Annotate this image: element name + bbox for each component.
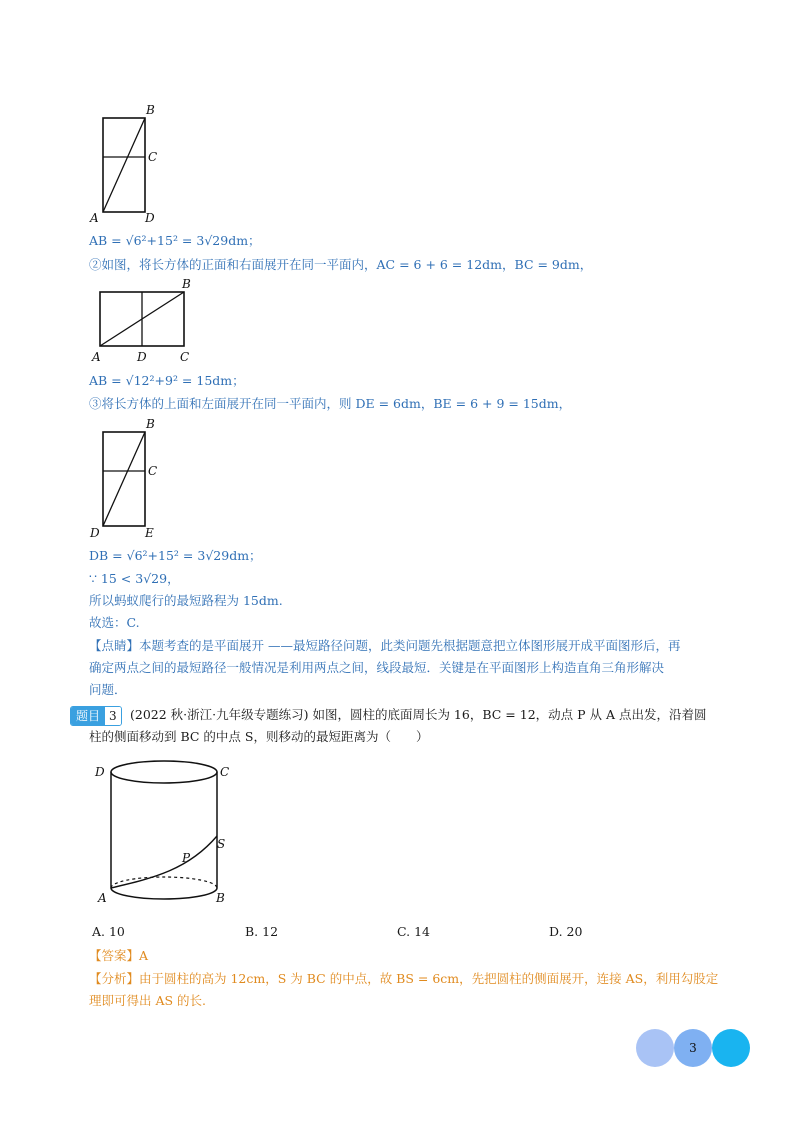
label-b: B <box>182 277 191 291</box>
conclusion-line: 所以蚂蚁爬行的最短路程为 15dm. <box>89 593 283 608</box>
comment-line-3: 问题． <box>89 682 127 697</box>
case-3-text: ③将长方体的上面和左面展开在同一平面内，则 DE = 6dm，BE = 6 + 9 = 15dm， <box>89 396 572 411</box>
answer-line: 【答案】A <box>89 948 149 963</box>
label-d: D <box>137 350 147 364</box>
label-b: B <box>146 103 155 117</box>
page-number-badge <box>636 1029 752 1067</box>
ab-result-1: AB = √6²+15² = 3√29dm； <box>89 233 261 248</box>
label-b: B <box>146 417 155 431</box>
figure-1-rectangle-net <box>88 100 168 230</box>
option-a: A. 10 <box>92 924 125 939</box>
page-number: 3 <box>674 1029 712 1067</box>
problem-line-2: 柱的侧面移动到 BC 的中点 S，则移动的最短距离为（ ） <box>89 729 429 744</box>
option-d: D. 20 <box>549 924 583 939</box>
figure-2-rectangle-net <box>88 278 208 368</box>
analysis-line-1: 【分析】由于圆柱的高为 12cm，S 为 BC 的中点，故 BS = 6cm，先把圆柱的侧面展开，连接 AS，利用勾股定 <box>89 971 719 986</box>
label-d: D <box>95 765 105 779</box>
cylinder-figure <box>88 752 248 912</box>
label-d: D <box>145 211 155 225</box>
label-c: C <box>148 464 158 478</box>
label-d: D <box>90 526 100 540</box>
because-line: ∵ 15 < 3√29， <box>89 571 180 586</box>
problem-tag-label: 题目 <box>71 707 105 725</box>
label-a: A <box>98 891 107 905</box>
case-2-text: ②如图，将长方体的正面和右面展开在同一平面内，AC = 6 + 6 = 12dm，BC = 9dm， <box>89 257 593 272</box>
comment-line-2: 确定两点之间的最短路径一般情况是利用两点之间，线段最短．关键是在平面图形上构造直角三角形解决 <box>89 660 665 675</box>
label-e: E <box>145 526 154 540</box>
label-a: A <box>90 211 99 225</box>
pager-circle-left <box>636 1029 674 1067</box>
label-c: C <box>180 350 190 364</box>
problem-line-1: (2022 秋·浙江·九年级专题练习) 如图，圆柱的底面周长为 16，BC = 12，动点 P 从 A 点出发，沿着圆 <box>130 707 707 722</box>
pager-circle-right <box>712 1029 750 1067</box>
label-a: A <box>92 350 101 364</box>
label-c: C <box>148 150 158 164</box>
choice-line: 故选：C. <box>89 615 140 630</box>
db-result: DB = √6²+15² = 3√29dm； <box>89 548 262 563</box>
analysis-line-2: 理即可得出 AS 的长. <box>89 993 207 1008</box>
label-s: S <box>217 837 226 851</box>
comment-line-1: 【点睛】本题考查的是平面展开 ——最短路径问题，此类问题先根据题意把立体图形展开成平面图形后，再 <box>89 638 681 653</box>
option-b: B. 12 <box>245 924 279 939</box>
ab-result-2: AB = √12²+9² = 15dm； <box>89 373 245 388</box>
label-b: B <box>216 891 225 905</box>
figure-3-rectangle-net <box>88 414 168 544</box>
label-p: P <box>182 851 191 865</box>
label-c: C <box>220 765 230 779</box>
problem-tag <box>70 706 122 726</box>
problem-tag-number: 3 <box>105 707 121 725</box>
option-c: C. 14 <box>397 924 430 939</box>
